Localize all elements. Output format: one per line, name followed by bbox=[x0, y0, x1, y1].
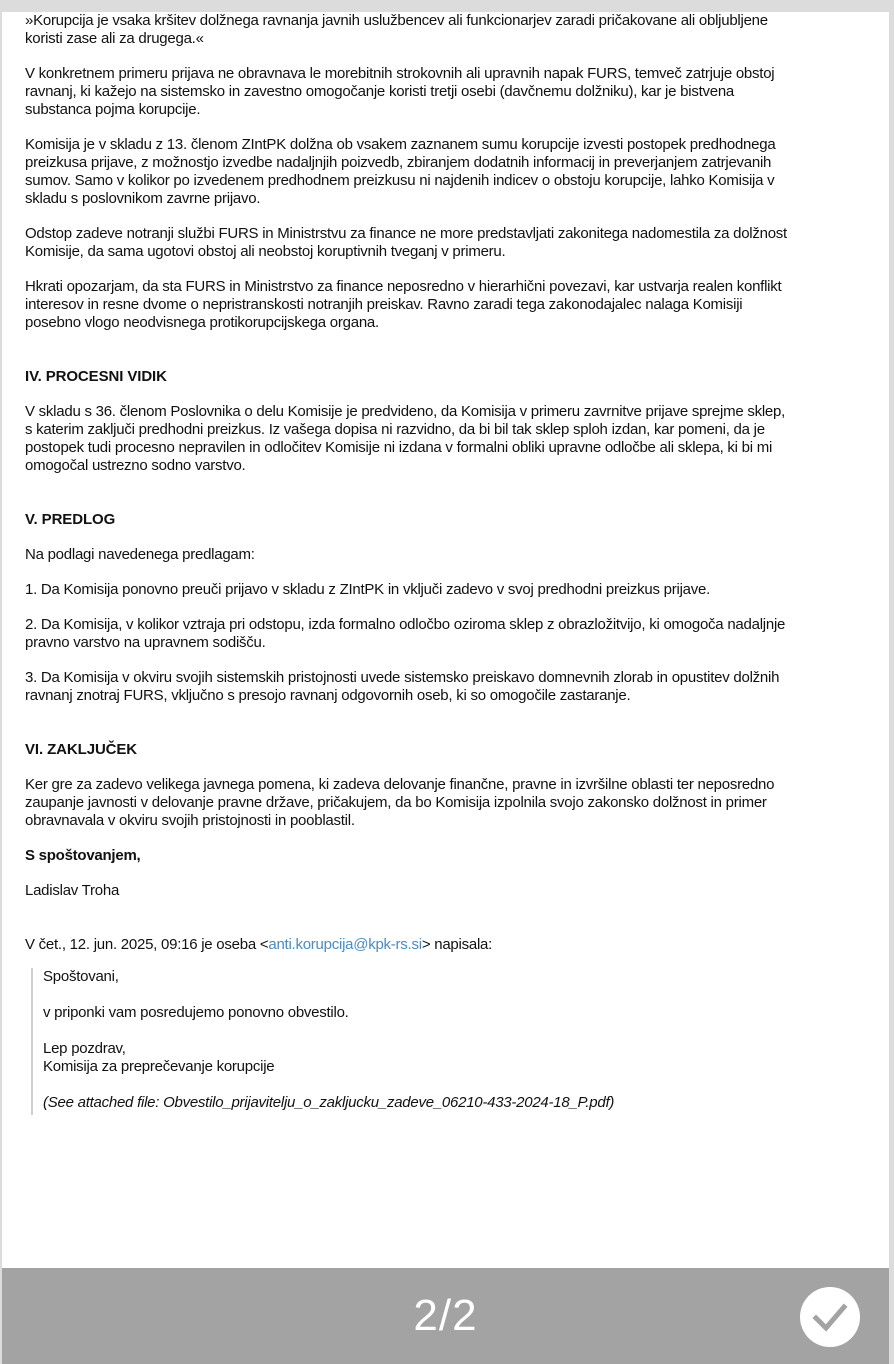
text-line: postopek tudi procesno nepravilen in odločitev Komisije ni izdana v formalni obliki upravne odločbe ali sklepa, ki bi mi bbox=[25, 439, 773, 456]
text-line: skladu s poslovnikom zavrne prijavo. bbox=[25, 190, 261, 207]
check-circle-icon bbox=[800, 1287, 860, 1347]
bottom-bar bbox=[2, 1268, 889, 1364]
text-line: Komisije, da sama ugotovi obstoj ali neobstoj koruptivnih tveganj v primeru. bbox=[25, 243, 506, 260]
text-line: sumov. Samo v kolikor po izvedenem predhodnem preizkusu ni najdenih indicev o obstoju korupcije, lahko Komisija v bbox=[25, 172, 775, 189]
paragraph-zintpk-dolznost bbox=[25, 136, 885, 208]
predlog-item-1 bbox=[25, 581, 885, 599]
paragraph-konflikt-interesov bbox=[25, 278, 885, 332]
quoted-regards: Lep pozdrav, bbox=[43, 1040, 126, 1057]
text-line: ravnanj, ki kažejo na sistemsko in zavestno omogočanje koristi tretji osebi (davčnemu dolžniku), kar je bistvena bbox=[25, 83, 735, 100]
text-line: posebno vlogo neodvisnega protikorupcijskega organa. bbox=[25, 314, 379, 331]
text-line: preizkusa prijave, z možnostjo izvedbe nadaljnjih poizvedb, zbiranjem dodatnih informacij in preverjanjem zatrjevanih bbox=[25, 154, 772, 171]
quoted-sender: Komisija za preprečevanje korupcije bbox=[43, 1058, 275, 1075]
predlog-item-2 bbox=[25, 616, 885, 652]
text-line: obravnavala v okviru svojih pristojnosti in pooblastil. bbox=[25, 812, 355, 829]
text-line: koristi zase ali za drugega.« bbox=[25, 30, 204, 47]
quoted-greeting: Spoštovani, bbox=[43, 968, 119, 985]
paragraph-odstop-zadeve bbox=[25, 225, 885, 261]
quoted-header-prefix: V čet., 12. jun. 2025, 09:16 je oseba < bbox=[25, 936, 269, 953]
paragraph-zakljucek bbox=[25, 776, 885, 830]
section-heading-v: V. PREDLOG bbox=[25, 511, 116, 528]
signature-name: Ladislav Troha bbox=[25, 882, 120, 899]
document-page[interactable] bbox=[2, 12, 889, 1268]
text-line: s katerim zaključi predhodni preizkus. Iz vašega dopisa ni razvidno, da bi bil tak sklep sploh izdan, kar pomeni, da je bbox=[25, 421, 765, 438]
quoted-regards-block bbox=[43, 1040, 885, 1076]
text-line: V konkretnem primeru prijava ne obravnava le morebitnih strokovnih ali upravnih napak FURS, temveč zatrjuje obstoj bbox=[25, 65, 775, 82]
paragraph-procesni-vidik bbox=[25, 403, 885, 475]
text-line: pravno varstvo na upravnem sodišču. bbox=[25, 634, 266, 651]
quoted-header-suffix: > napisala: bbox=[421, 936, 493, 953]
text-line: Komisija je v skladu z 13. členom ZIntPK dolžna ob vsakem zaznanem sumu korupcije izvesti postopek predhodnega bbox=[25, 136, 776, 153]
text-line: Odstop zadeve notranji službi FURS in Ministrstvu za finance ne more predstavljati zakonitega nadomestila za dolžnost bbox=[25, 225, 787, 242]
confirm-button[interactable] bbox=[800, 1287, 860, 1347]
quoted-header bbox=[25, 936, 885, 954]
document-content bbox=[25, 12, 885, 1115]
text-line: 1. Da Komisija ponovno preuči prijavo v skladu z ZIntPK in vključi zadevo v svoj predhodni preizkus prijave. bbox=[25, 581, 711, 598]
text-line: omogočal ustrezno sodno varstvo. bbox=[25, 457, 246, 474]
intro-quote bbox=[25, 12, 885, 48]
attachment-reference[interactable]: (See attached file: Obvestilo_prijavitelju_o_zakljucku_zadeve_06210-433-2024-18_P.pdf) bbox=[43, 1094, 615, 1111]
text-line: Ker gre za zadevo velikega javnega pomena, ki zadeva delovanje finančne, pravne in izvršilne oblasti ter neposredno bbox=[25, 776, 775, 793]
text-line: Hkrati opozarjam, da sta FURS in Ministrstvo za finance neposredno v hierarhični povezavi, kar ustvarja realen konflikt bbox=[25, 278, 782, 295]
text-line: substanca pojma korupcije. bbox=[25, 101, 201, 118]
text-line: ravnanj znotraj FURS, vključno s presojo ravnanj odgovornih oseb, ki so omogočile zastaranje. bbox=[25, 687, 631, 704]
section-heading-iv: IV. PROCESNI VIDIK bbox=[25, 368, 167, 385]
quoted-message bbox=[31, 968, 885, 1115]
page-indicator: 2/2 bbox=[413, 1291, 478, 1340]
quoted-body: v priponki vam posredujemo ponovno obvestilo. bbox=[43, 1004, 349, 1021]
text-line: interesov in resne dvome o nepristranskosti notranjih preiskav. Ravno zaradi tega zakonodajalec nalaga Komisiji bbox=[25, 296, 743, 313]
text-line: 3. Da Komisija v okviru svojih sistemskih pristojnosti uvede sistemsko preiskavo domnevnih zlorab in opustitev dolžnih bbox=[25, 669, 780, 686]
predlog-item-3 bbox=[25, 669, 885, 705]
sender-email-link[interactable]: anti.korupcija@kpk-rs.si bbox=[268, 936, 422, 953]
text-line: V skladu s 36. členom Poslovnika o delu Komisije je predvideno, da Komisija v primeru zavrnitve prijave sprejme sklep, bbox=[25, 403, 786, 420]
closing-salutation: S spoštovanjem, bbox=[25, 847, 141, 864]
text-line: 2. Da Komisija, v kolikor vztraja pri odstopu, izda formalno odločbo oziroma sklep z obrazložitvijo, ki omogoča nadaljnje bbox=[25, 616, 786, 633]
predlog-intro bbox=[25, 546, 885, 564]
text-line: zaupanje javnosti v delovanje pravne države, pričakujem, da bo Komisija izpolnila svojo zakonsko dolžnost in primer bbox=[25, 794, 767, 811]
section-heading-vi: VI. ZAKLJUČEK bbox=[25, 741, 138, 758]
paragraph-korupcija-substanca bbox=[25, 65, 885, 119]
text-line: »Korupcija je vsaka kršitev dolžnega ravnanja javnih uslužbencev ali funkcionarjev zaradi pričakovane ali obljubljene bbox=[25, 12, 768, 29]
text-line: Na podlagi navedenega predlagam: bbox=[25, 546, 255, 563]
